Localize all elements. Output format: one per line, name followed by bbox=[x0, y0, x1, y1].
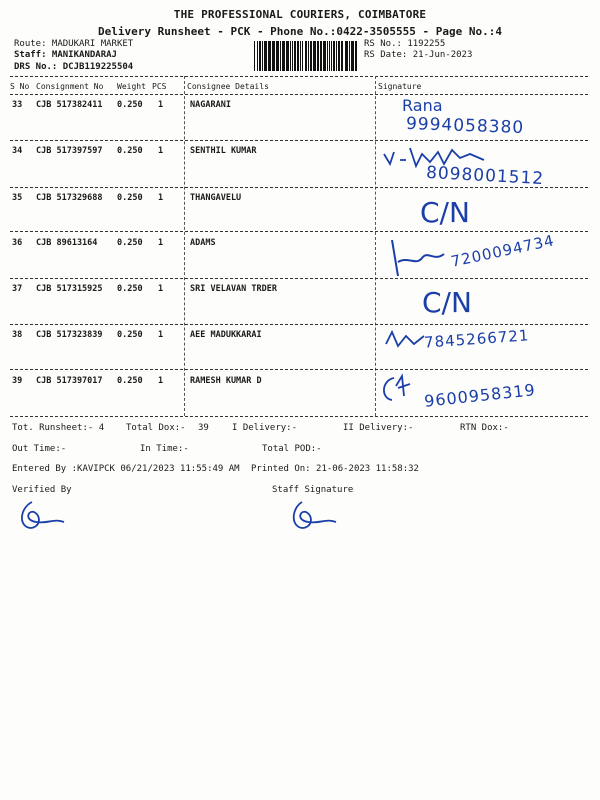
handwritten-phone: 8098001512 bbox=[425, 162, 545, 190]
staff-label: Staff: MANIKANDARAJ bbox=[14, 50, 117, 60]
row-rule bbox=[10, 140, 588, 141]
row-consignment: CJB 517329688 bbox=[36, 193, 103, 203]
printed-on: Printed On: 21-06-2023 11:58:32 bbox=[251, 464, 419, 474]
runsheet-company-title: THE PROFESSIONAL COURIERS, COIMBATORE bbox=[173, 8, 427, 21]
table-row bbox=[0, 100, 600, 114]
row-pcs: 1 bbox=[158, 330, 164, 340]
i-delivery-label: I Delivery:- bbox=[232, 423, 298, 433]
rs-number: RS No.: 1192255 bbox=[364, 39, 446, 49]
row-rule bbox=[10, 231, 588, 232]
row-weight: 0.250 bbox=[117, 376, 143, 386]
signature-scribble bbox=[376, 372, 416, 406]
col-signature: Signature bbox=[378, 82, 422, 91]
route-label: Route: MADUKARI MARKET bbox=[14, 39, 134, 49]
row-weight: 0.250 bbox=[117, 193, 143, 203]
row-sno: 38 bbox=[12, 330, 23, 340]
col-consignee: Consignee Details bbox=[187, 82, 269, 91]
row-sno: 33 bbox=[12, 100, 23, 110]
row-pcs: 1 bbox=[158, 238, 164, 248]
row-sno: 34 bbox=[12, 146, 23, 156]
handwritten-cn: C/N bbox=[420, 196, 470, 229]
col-consignment: Consignment No bbox=[36, 82, 104, 91]
table-row bbox=[0, 284, 600, 298]
table-top-rule bbox=[10, 76, 588, 77]
rs-date: RS Date: 21-Jun-2023 bbox=[364, 50, 473, 60]
row-consignee: RAMESH KUMAR D bbox=[190, 376, 262, 386]
row-consignee: SENTHIL KUMAR bbox=[190, 146, 257, 156]
row-rule bbox=[10, 187, 588, 188]
row-consignment: CJB 517397597 bbox=[36, 146, 103, 156]
col-sno: S No bbox=[10, 82, 30, 91]
total-pod-label: Total POD:- bbox=[262, 444, 322, 454]
row-consignee: ADAMS bbox=[190, 238, 216, 248]
row-rule bbox=[10, 369, 588, 370]
row-consignee: AEE MADUKKARAI bbox=[190, 330, 262, 340]
row-pcs: 1 bbox=[158, 284, 164, 294]
row-consignment: CJB 517382411 bbox=[36, 100, 103, 110]
row-rule bbox=[10, 324, 588, 325]
entered-by: Entered By :KAVIPCK 06/21/2023 11:55:49 AM bbox=[12, 464, 240, 474]
handwritten-name: Rana bbox=[402, 96, 443, 115]
row-weight: 0.250 bbox=[117, 146, 143, 156]
total-runsheet: Tot. Runsheet:- 4 bbox=[12, 423, 105, 433]
row-pcs: 1 bbox=[158, 193, 164, 203]
row-weight: 0.250 bbox=[117, 284, 143, 294]
barcode-image bbox=[254, 41, 358, 71]
in-time-label: In Time:- bbox=[140, 444, 189, 454]
col-weight: Weight bbox=[117, 82, 146, 91]
table-row bbox=[0, 146, 600, 160]
runsheet-subtitle: Delivery Runsheet - PCK - Phone No.:0422-3505555 - Page No.:4 bbox=[98, 25, 502, 38]
total-dox-value: 39 bbox=[198, 423, 209, 433]
handwritten-phone: 7845266721 bbox=[423, 326, 530, 352]
row-weight: 0.250 bbox=[117, 100, 143, 110]
handwritten-phone: 9600958319 bbox=[423, 380, 537, 411]
row-consignee: NAGARANI bbox=[190, 100, 231, 110]
table-row bbox=[0, 193, 600, 207]
row-consignee: THANGAVELU bbox=[190, 193, 242, 203]
row-pcs: 1 bbox=[158, 146, 164, 156]
verified-by-label: Verified By bbox=[12, 485, 72, 495]
table-bottom-rule bbox=[10, 416, 588, 417]
drs-number: DRS No.: DCJB119225504 bbox=[14, 62, 134, 72]
signature-scribble bbox=[384, 236, 454, 282]
row-consignment: CJB 517397017 bbox=[36, 376, 103, 386]
row-consignee: SRI VELAVAN TRDER bbox=[190, 284, 277, 294]
ii-delivery-label: II Delivery:- bbox=[343, 423, 414, 433]
row-weight: 0.250 bbox=[117, 238, 143, 248]
row-consignment: CJB 89613164 bbox=[36, 238, 98, 248]
row-sno: 39 bbox=[12, 376, 23, 386]
row-rule bbox=[10, 278, 588, 279]
rtn-dox-label: RTN Dox:- bbox=[460, 423, 509, 433]
col-pcs: PCS bbox=[152, 82, 167, 91]
table-header-rule bbox=[10, 94, 588, 95]
row-pcs: 1 bbox=[158, 376, 164, 386]
handwritten-cn: C/N bbox=[422, 286, 472, 319]
handwritten-phone: 7200094734 bbox=[449, 231, 557, 271]
row-sno: 37 bbox=[12, 284, 23, 294]
row-pcs: 1 bbox=[158, 100, 164, 110]
row-weight: 0.250 bbox=[117, 330, 143, 340]
out-time-label: Out Time:- bbox=[12, 444, 67, 454]
handwritten-phone: 9994058380 bbox=[405, 113, 525, 139]
row-sno: 35 bbox=[12, 193, 23, 203]
verifier-signature bbox=[10, 498, 70, 534]
total-dox-label: Total Dox:- bbox=[126, 423, 186, 433]
staff-signature bbox=[284, 498, 344, 534]
row-consignment: CJB 517323839 bbox=[36, 330, 103, 340]
staff-signature-label: Staff Signature bbox=[272, 485, 354, 495]
row-sno: 36 bbox=[12, 238, 23, 248]
row-consignment: CJB 517315925 bbox=[36, 284, 103, 294]
